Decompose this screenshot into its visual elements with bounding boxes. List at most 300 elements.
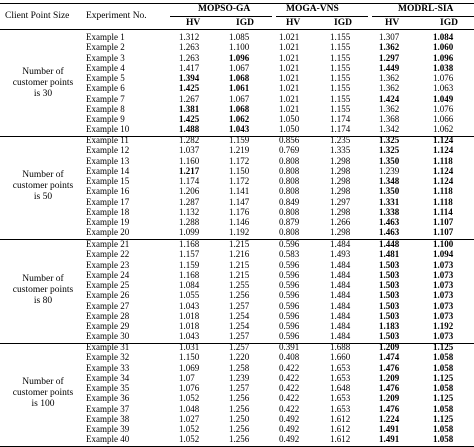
metric-value: 1.021 [279, 103, 300, 114]
metric-value: 1.503 [379, 280, 400, 290]
metric-value: 0.596 [279, 300, 300, 311]
metric-value: 1.050 [279, 114, 300, 124]
header-bottom-rule [0, 29, 474, 30]
header-metric-igd-3: IGD [440, 18, 458, 28]
metric-value: 1.147 [229, 196, 250, 207]
metric-value: 1.159 [229, 135, 250, 145]
metric-value: 1.217 [179, 165, 200, 176]
metric-value: 1.381 [179, 103, 200, 114]
metric-value: 1.503 [379, 259, 400, 270]
example-name: Example 36 [86, 393, 130, 404]
metric-value: 1.254 [229, 321, 250, 331]
group-label-line: Number of [22, 67, 64, 78]
metric-value: 1.076 [179, 383, 200, 393]
metric-value: 1.298 [330, 165, 351, 176]
metric-value: 1.114 [433, 206, 453, 217]
metric-value: 1.493 [330, 249, 351, 260]
metric-value: 1.653 [330, 372, 351, 383]
header-method-1: MOPSO-GA [198, 4, 251, 14]
metric-value: 1.612 [330, 413, 351, 424]
metric-value: 1.018 [179, 321, 200, 331]
metric-value: 1.155 [330, 62, 351, 73]
example-name: Example 31 [86, 342, 130, 352]
metric-value: 0.808 [279, 186, 300, 197]
metric-value: 1.342 [379, 124, 400, 135]
metric-value: 1.255 [229, 280, 250, 290]
metric-value: 1.653 [330, 362, 351, 373]
metric-value: 1.298 [330, 186, 351, 197]
metric-value: 1.298 [330, 206, 351, 217]
example-name: Example 13 [86, 155, 130, 166]
metric-value: 1.073 [433, 280, 454, 290]
metric-value: 1.155 [330, 103, 351, 114]
metric-value: 1.058 [433, 362, 454, 373]
metric-value: 1.174 [179, 176, 200, 186]
metric-value: 0.596 [279, 331, 300, 342]
metric-value: 1.484 [330, 321, 351, 331]
metric-value: 1.124 [433, 176, 454, 186]
example-name: Example 5 [86, 73, 125, 83]
metric-value: 1.073 [433, 331, 454, 342]
group-label-line: Number of [22, 377, 64, 388]
metric-value: 0.596 [279, 269, 300, 280]
metric-value: 1.058 [433, 352, 454, 363]
metric-value: 1.100 [433, 239, 454, 249]
metric-value: 0.492 [279, 434, 300, 445]
metric-value: 1.660 [330, 352, 351, 363]
metric-value: 1.027 [179, 413, 200, 424]
metric-value: 1.484 [330, 290, 351, 301]
metric-value: 1.491 [379, 424, 400, 434]
metric-value: 1.484 [330, 259, 351, 270]
metric-value: 1.094 [433, 249, 454, 260]
metric-value: 1.257 [229, 331, 250, 342]
example-name: Example 39 [86, 424, 130, 434]
metric-value: 1.058 [433, 434, 454, 445]
metric-value: 1.118 [433, 186, 453, 197]
metric-value: 1.503 [379, 300, 400, 311]
example-name: Example 37 [86, 403, 130, 414]
example-name: Example 28 [86, 310, 130, 321]
metric-value: 0.596 [279, 259, 300, 270]
metric-value: 1.174 [330, 114, 351, 124]
metric-value: 1.073 [433, 300, 454, 311]
group-label-line: customer points [12, 285, 74, 296]
group-label [2, 274, 84, 307]
metric-value: 1.298 [330, 176, 351, 186]
method-rule-3 [372, 16, 474, 17]
metric-value: 1.157 [179, 249, 200, 260]
metric-value: 1.425 [179, 114, 200, 124]
metric-value: 1.155 [330, 73, 351, 83]
metric-value: 1.476 [379, 362, 400, 373]
example-name: Example 22 [86, 249, 130, 260]
metric-value: 1.124 [433, 165, 454, 176]
metric-value: 1.076 [433, 73, 454, 83]
example-name: Example 17 [86, 196, 130, 207]
metric-value: 1.258 [229, 362, 250, 373]
metric-value: 1.484 [330, 331, 351, 342]
group-label [2, 170, 84, 203]
metric-value: 0.849 [279, 196, 300, 207]
metric-value: 0.808 [279, 227, 300, 238]
metric-value: 1.312 [179, 32, 200, 42]
metric-value: 1.125 [433, 342, 454, 352]
metric-value: 1.061 [229, 83, 250, 94]
metric-value: 0.808 [279, 165, 300, 176]
group-label-line: customer points [12, 78, 74, 89]
metric-value: 1.018 [179, 310, 200, 321]
metric-value: 1.297 [330, 196, 351, 207]
metric-value: 1.287 [179, 196, 200, 207]
metric-value: 1.648 [330, 383, 351, 393]
metric-value: 1.503 [379, 269, 400, 280]
metric-value: 1.073 [433, 259, 454, 270]
metric-value: 1.055 [179, 290, 200, 301]
example-name: Example 18 [86, 206, 130, 217]
metric-value: 1.067 [229, 93, 250, 104]
metric-value: 1.362 [379, 103, 400, 114]
example-name: Example 23 [86, 259, 130, 270]
metric-value: 1.256 [229, 424, 250, 434]
example-name: Example 20 [86, 227, 130, 238]
metric-value: 1.021 [279, 42, 300, 53]
metric-value: 1.463 [379, 217, 400, 227]
example-name: Example 34 [86, 372, 130, 383]
header-metric-hv-3: HV [385, 18, 400, 28]
metric-value: 1.060 [433, 42, 454, 53]
metric-value: 1.239 [229, 372, 250, 383]
metric-value: 1.155 [330, 52, 351, 63]
metric-value: 0.422 [279, 383, 300, 393]
example-name: Example 16 [86, 186, 130, 197]
metric-value: 1.058 [433, 403, 454, 414]
metric-value: 1.172 [229, 176, 250, 186]
metric-value: 1.155 [330, 93, 351, 104]
metric-value: 1.176 [229, 206, 250, 217]
metric-value: 1.068 [229, 103, 250, 114]
metric-value: 0.808 [279, 206, 300, 217]
metric-value: 1.484 [330, 269, 351, 280]
metric-value: 0.596 [279, 280, 300, 290]
metric-value: 1.297 [379, 52, 400, 63]
group-label-line: customer points [12, 388, 74, 399]
metric-value: 0.422 [279, 403, 300, 414]
metric-value: 1.155 [330, 32, 351, 42]
metric-value: 1.058 [433, 383, 454, 393]
metric-value: 1.107 [433, 217, 454, 227]
metric-value: 1.192 [229, 227, 250, 238]
metric-value: 1.209 [379, 372, 400, 383]
example-name: Example 30 [86, 331, 130, 342]
metric-value: 1.084 [179, 280, 200, 290]
metric-value: 1.348 [379, 176, 400, 186]
metric-value: 1.043 [179, 331, 200, 342]
metric-value: 1.503 [379, 310, 400, 321]
example-name: Example 10 [86, 124, 130, 135]
metric-value: 1.350 [379, 186, 400, 197]
metric-value: 1.07 [179, 372, 195, 383]
example-name: Example 29 [86, 321, 130, 331]
metric-value: 1.048 [179, 403, 200, 414]
example-name: Example 1 [86, 32, 125, 42]
metric-value: 1.298 [330, 227, 351, 238]
metric-value: 1.073 [433, 290, 454, 301]
example-name: Example 21 [86, 239, 130, 249]
metric-value: 1.612 [330, 434, 351, 445]
header-metric-hv-2: HV [286, 18, 301, 28]
metric-value: 0.808 [279, 176, 300, 186]
metric-value: 1.653 [330, 393, 351, 404]
metric-value: 1.084 [433, 32, 454, 42]
method-rule-2 [276, 16, 368, 17]
metric-value: 1.394 [179, 73, 200, 83]
metric-value: 1.107 [433, 227, 454, 238]
metric-value: 1.038 [433, 62, 454, 73]
metric-value: 1.250 [229, 413, 250, 424]
example-name: Example 24 [86, 269, 130, 280]
metric-value: 1.132 [179, 206, 200, 217]
metric-value: 1.282 [179, 135, 200, 145]
metric-value: 1.050 [279, 124, 300, 135]
metric-value: 1.043 [179, 300, 200, 311]
metric-value: 1.215 [229, 259, 250, 270]
metric-value: 0.856 [279, 135, 300, 145]
header-method-2: MOGA-VNS [286, 4, 339, 14]
example-name: Example 8 [86, 103, 125, 114]
metric-value: 1.484 [330, 310, 351, 321]
metric-value: 1.257 [229, 300, 250, 311]
metric-value: 1.288 [179, 217, 200, 227]
metric-value: 1.174 [330, 124, 351, 135]
example-name: Example 3 [86, 52, 125, 63]
metric-value: 0.808 [279, 155, 300, 166]
metric-value: 1.235 [330, 135, 351, 145]
metric-value: 0.408 [279, 352, 300, 363]
example-name: Example 7 [86, 93, 125, 104]
example-name: Example 11 [86, 135, 129, 145]
metric-value: 1.688 [330, 342, 351, 352]
example-name: Example 12 [86, 145, 130, 156]
metric-value: 1.474 [379, 352, 400, 363]
metric-value: 1.266 [330, 217, 351, 227]
example-name: Example 9 [86, 114, 125, 124]
metric-value: 1.338 [379, 206, 400, 217]
metric-value: 1.224 [379, 413, 400, 424]
group-label-line: Number of [22, 170, 64, 181]
metric-value: 1.256 [229, 434, 250, 445]
metric-value: 1.037 [179, 145, 200, 156]
metric-value: 1.150 [179, 352, 200, 363]
method-rule-1 [170, 16, 272, 17]
metric-value: 1.043 [229, 124, 250, 135]
metric-value: 0.769 [279, 145, 300, 156]
metric-value: 1.155 [330, 83, 351, 94]
metric-value: 1.168 [179, 239, 200, 249]
metric-value: 1.216 [229, 249, 250, 260]
metric-value: 0.422 [279, 372, 300, 383]
metric-value: 1.488 [179, 124, 200, 135]
metric-value: 1.150 [229, 165, 250, 176]
metric-value: 1.219 [229, 145, 250, 156]
metric-value: 1.256 [229, 290, 250, 301]
metric-value: 1.052 [179, 424, 200, 434]
metric-value: 1.239 [379, 165, 400, 176]
metric-value: 1.448 [379, 239, 400, 249]
metric-value: 1.263 [179, 42, 200, 53]
metric-value: 0.596 [279, 321, 300, 331]
metric-value: 1.484 [330, 300, 351, 311]
metric-value: 1.209 [379, 342, 400, 352]
metric-value: 1.254 [229, 310, 250, 321]
metric-value: 1.031 [179, 342, 200, 352]
metric-value: 1.155 [330, 42, 351, 53]
metric-value: 1.256 [229, 403, 250, 414]
metric-value: 1.362 [379, 42, 400, 53]
group-label-line: is 50 [33, 192, 53, 203]
metric-value: 0.422 [279, 362, 300, 373]
metric-value: 1.476 [379, 403, 400, 414]
metric-value: 1.183 [379, 321, 400, 331]
metric-value: 1.362 [379, 83, 400, 94]
metric-value: 1.085 [229, 32, 250, 42]
metric-value: 1.146 [229, 217, 250, 227]
metric-value: 1.159 [179, 259, 200, 270]
example-name: Example 14 [86, 165, 130, 176]
metric-value: 1.484 [330, 239, 351, 249]
metric-value: 1.067 [229, 62, 250, 73]
metric-value: 1.021 [279, 32, 300, 42]
metric-value: 1.491 [379, 434, 400, 445]
metric-value: 1.172 [229, 155, 250, 166]
metric-value: 1.073 [433, 269, 454, 280]
header-client-point-size: Client Point Size [5, 11, 70, 21]
metric-value: 1.068 [229, 73, 250, 83]
metric-value: 1.062 [433, 124, 454, 135]
group-label-line: is 30 [33, 89, 53, 100]
metric-value: 1.476 [379, 383, 400, 393]
metric-value: 1.653 [330, 403, 351, 414]
metric-value: 1.049 [433, 93, 454, 104]
metric-value: 1.257 [229, 342, 250, 352]
group-label-line: Number of [22, 274, 64, 285]
metric-value: 1.160 [179, 155, 200, 166]
metric-value: 1.100 [229, 42, 250, 53]
metric-value: 0.422 [279, 393, 300, 404]
example-name: Example 33 [86, 362, 130, 373]
metric-value: 1.350 [379, 155, 400, 166]
group-label [2, 67, 84, 100]
metric-value: 1.099 [179, 227, 200, 238]
example-name: Example 35 [86, 383, 130, 393]
metric-value: 1.263 [179, 52, 200, 63]
group-label [2, 377, 84, 410]
example-name: Example 38 [86, 413, 130, 424]
example-name: Example 26 [86, 290, 130, 301]
metric-value: 1.052 [179, 434, 200, 445]
metric-value: 0.879 [279, 217, 300, 227]
metric-value: 1.267 [179, 93, 200, 104]
metric-value: 1.484 [330, 280, 351, 290]
example-name: Example 4 [86, 62, 125, 73]
metric-value: 0.492 [279, 424, 300, 434]
metric-value: 1.463 [379, 227, 400, 238]
metric-value: 1.368 [379, 114, 400, 124]
example-name: Example 19 [86, 217, 130, 227]
metric-value: 1.073 [433, 310, 454, 321]
metric-value: 1.062 [229, 114, 250, 124]
metric-value: 0.583 [279, 249, 300, 260]
header-experiment-no: Experiment No. [86, 11, 147, 21]
metric-value: 1.069 [179, 362, 200, 373]
metric-value: 1.503 [379, 331, 400, 342]
metric-value: 1.220 [229, 352, 250, 363]
metric-value: 1.417 [179, 62, 200, 73]
metric-value: 1.124 [433, 145, 454, 156]
header-method-3: MODRL-SIA [398, 4, 454, 14]
metric-value: 1.209 [379, 393, 400, 404]
metric-value: 1.021 [279, 52, 300, 63]
metric-value: 0.391 [279, 342, 300, 352]
metric-value: 1.424 [379, 93, 400, 104]
metric-value: 1.021 [279, 83, 300, 94]
metric-value: 1.503 [379, 290, 400, 301]
example-name: Example 32 [86, 352, 130, 363]
metric-value: 1.192 [433, 321, 454, 331]
metric-value: 1.118 [433, 155, 453, 166]
metric-value: 1.298 [330, 155, 351, 166]
metric-value: 1.063 [433, 83, 454, 94]
metric-value: 1.168 [179, 269, 200, 280]
example-name: Example 25 [86, 280, 130, 290]
metric-value: 1.449 [379, 62, 400, 73]
metric-value: 1.021 [279, 73, 300, 83]
metric-value: 1.481 [379, 249, 400, 260]
group-label-line: is 100 [31, 399, 55, 410]
metric-value: 1.215 [229, 269, 250, 280]
metric-value: 0.596 [279, 310, 300, 321]
metric-value: 1.124 [433, 135, 454, 145]
example-name: Example 2 [86, 42, 125, 53]
group-label-line: customer points [12, 181, 74, 192]
metric-value: 1.021 [279, 93, 300, 104]
metric-value: 1.141 [229, 186, 250, 197]
example-name: Example 40 [86, 434, 130, 445]
header-metric-igd-2: IGD [334, 18, 352, 28]
group-label-line: is 80 [33, 296, 53, 307]
metric-value: 1.206 [179, 186, 200, 197]
metric-value: 1.335 [330, 145, 351, 156]
metric-value: 1.021 [279, 62, 300, 73]
example-name: Example 6 [86, 83, 125, 94]
metric-value: 1.076 [433, 103, 454, 114]
metric-value: 0.596 [279, 290, 300, 301]
metric-value: 1.331 [379, 196, 400, 207]
metric-value: 1.125 [433, 393, 454, 404]
metric-value: 1.215 [229, 239, 250, 249]
header-metric-igd-1: IGD [236, 18, 254, 28]
metric-value: 0.492 [279, 413, 300, 424]
metric-value: 1.325 [379, 145, 400, 156]
metric-value: 1.307 [379, 32, 400, 42]
metric-value: 1.257 [229, 383, 250, 393]
metric-value: 1.362 [379, 73, 400, 83]
metric-value: 1.325 [379, 135, 400, 145]
metric-value: 1.096 [229, 52, 250, 63]
metric-value: 1.096 [433, 52, 454, 63]
metric-value: 1.058 [433, 424, 454, 434]
metric-value: 1.256 [229, 393, 250, 404]
